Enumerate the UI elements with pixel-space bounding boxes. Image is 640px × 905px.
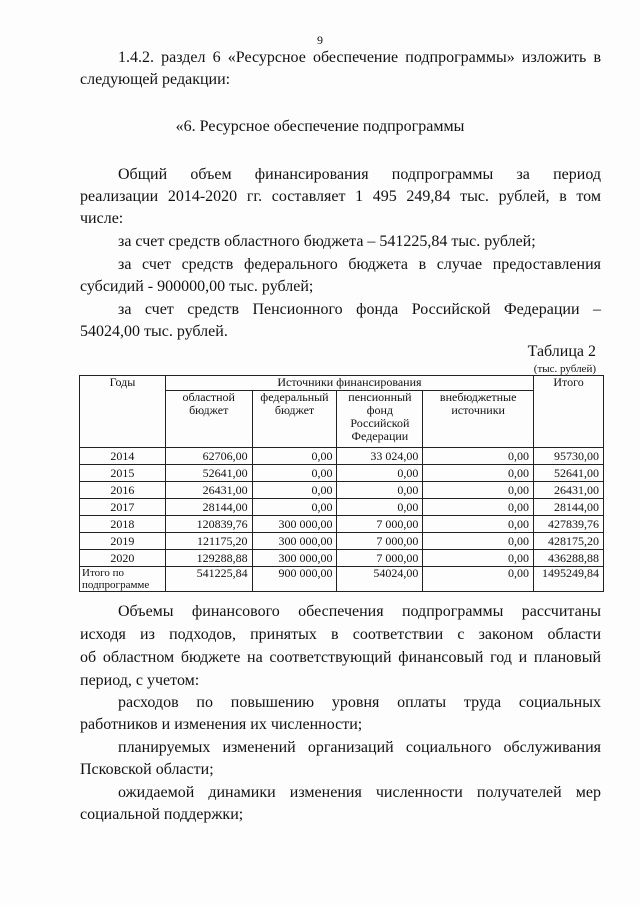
cell-federal: 0,00 bbox=[252, 482, 337, 499]
cell-pension: 0,00 bbox=[337, 465, 423, 482]
cell-total: 28144,00 bbox=[534, 499, 604, 516]
header-pension bbox=[337, 391, 423, 448]
cell-year: 2020 bbox=[80, 550, 166, 567]
cell-year: 2018 bbox=[80, 516, 166, 533]
cell-offbudget: 0,00 bbox=[423, 499, 534, 516]
cell-regional: 28144,00 bbox=[165, 499, 252, 516]
cell-total-label bbox=[80, 567, 166, 592]
pension-fund-line-1: за счет средств Пенсионного фонда Российской Федерации – bbox=[118, 301, 601, 318]
cell-regional: 120839,76 bbox=[165, 516, 252, 533]
cell-pension: 0,00 bbox=[337, 482, 423, 499]
page-number: 9 bbox=[317, 33, 323, 47]
cell-pension: 7 000,00 bbox=[337, 550, 423, 567]
cell-regional: 129288,88 bbox=[165, 550, 252, 567]
table-row bbox=[80, 550, 604, 567]
calc-paragraph-line-3: об областном бюджете на соответствующий финансовый год и плановый bbox=[80, 649, 601, 666]
cell-federal: 300 000,00 bbox=[252, 550, 337, 567]
header-pension-line-3: Российской bbox=[350, 416, 410, 430]
item-1-line-2: работников и изменения их численности; bbox=[80, 716, 363, 733]
cell-total: 428175,20 bbox=[534, 533, 604, 550]
cell-offbudget: 0,00 bbox=[423, 567, 534, 592]
header-federal-line-1: федеральный bbox=[260, 390, 329, 404]
cell-offbudget: 0,00 bbox=[423, 465, 534, 482]
table-header-row bbox=[80, 376, 604, 391]
table-row bbox=[80, 448, 604, 465]
cell-pension: 54024,00 bbox=[337, 567, 423, 592]
header-total: Итого bbox=[534, 376, 604, 448]
table-caption: Таблица 2 bbox=[527, 343, 596, 360]
table-row bbox=[80, 533, 604, 550]
pension-fund-line-2: 54024,00 тыс. рублей. bbox=[80, 323, 228, 340]
cell-offbudget: 0,00 bbox=[423, 533, 534, 550]
cell-offbudget: 0,00 bbox=[423, 550, 534, 567]
item-1-line-1: расходов по повышению уровня оплаты труда социальных bbox=[118, 694, 601, 711]
cell-regional: 62706,00 bbox=[165, 448, 252, 465]
calc-paragraph-line-1: Объемы финансового обеспечения подпрограммы рассчитаны bbox=[118, 603, 601, 620]
cell-year: 2016 bbox=[80, 482, 166, 499]
calc-paragraph-line-4: период, с учетом: bbox=[80, 672, 200, 689]
table-row bbox=[80, 516, 604, 533]
cell-total: 427839,76 bbox=[534, 516, 604, 533]
table-row bbox=[80, 499, 604, 516]
cell-year: 2017 bbox=[80, 499, 166, 516]
header-federal bbox=[252, 391, 337, 448]
cell-federal: 900 000,00 bbox=[252, 567, 337, 592]
cell-regional: 121175,20 bbox=[165, 533, 252, 550]
total-paragraph-line-1: Общий объем финансирования подпрограммы за период bbox=[118, 166, 601, 183]
cell-total: 26431,00 bbox=[534, 482, 604, 499]
cell-offbudget: 0,00 bbox=[423, 482, 534, 499]
header-offbudget bbox=[423, 391, 534, 448]
regional-budget-line: за счет средств областного бюджета – 541225,84 тыс. рублей; bbox=[118, 233, 536, 250]
cell-federal: 300 000,00 bbox=[252, 533, 337, 550]
table-row bbox=[80, 482, 604, 499]
table-row bbox=[80, 465, 604, 482]
cell-year: 2014 bbox=[80, 448, 166, 465]
cell-offbudget: 0,00 bbox=[423, 516, 534, 533]
federal-budget-line-1: за счет средств федерального бюджета в случае предоставления bbox=[118, 256, 601, 273]
cell-total: 1495249,84 bbox=[534, 567, 604, 592]
table-unit: (тыс. рублей) bbox=[533, 363, 596, 375]
total-label-line-2: подпрограмме bbox=[82, 579, 150, 591]
cell-pension: 7 000,00 bbox=[337, 516, 423, 533]
cell-year: 2019 bbox=[80, 533, 166, 550]
total-paragraph-line-3: числе: bbox=[80, 210, 124, 227]
header-offbudget-line-2: источники bbox=[451, 403, 505, 417]
item-3-line-2: социальной поддержки; bbox=[80, 806, 244, 823]
item-2-line-1: планируемых изменений организаций социального обслуживания bbox=[118, 739, 601, 756]
cell-regional: 52641,00 bbox=[165, 465, 252, 482]
cell-total: 436288,88 bbox=[534, 550, 604, 567]
header-regional bbox=[165, 391, 252, 448]
federal-budget-line-2: субсидий - 900000,00 тыс. рублей; bbox=[80, 278, 314, 295]
item-3-line-1: ожидаемой динамики изменения численности получателей мер bbox=[118, 784, 601, 801]
cell-year: 2015 bbox=[80, 465, 166, 482]
financing-table bbox=[79, 375, 604, 592]
cell-offbudget: 0,00 bbox=[423, 448, 534, 465]
header-pension-line-1: пенсионный bbox=[348, 390, 412, 404]
cell-pension: 33 024,00 bbox=[337, 448, 423, 465]
cell-federal: 0,00 bbox=[252, 499, 337, 516]
table-total-row bbox=[80, 567, 604, 592]
cell-pension: 7 000,00 bbox=[337, 533, 423, 550]
cell-total: 52641,00 bbox=[534, 465, 604, 482]
total-paragraph-line-2: реализации 2014-2020 гг. составляет 1 495 249,84 тыс. рублей, в том bbox=[80, 188, 601, 205]
item-2-line-2: Псковской области; bbox=[80, 761, 214, 778]
intro-line-2: следующей редакции: bbox=[80, 71, 231, 88]
header-regional-line-1: областной bbox=[182, 390, 235, 404]
header-federal-line-2: бюджет bbox=[274, 403, 315, 417]
cell-federal: 0,00 bbox=[252, 465, 337, 482]
header-pension-line-4: Федерации bbox=[351, 429, 409, 443]
header-regional-line-2: бюджет bbox=[189, 403, 229, 417]
cell-federal: 0,00 bbox=[252, 448, 337, 465]
header-years: Годы bbox=[80, 376, 166, 448]
cell-regional: 541225,84 bbox=[165, 567, 252, 592]
calc-paragraph-line-2: исходя из подходов, принятых в соответствии с законом области bbox=[80, 626, 601, 643]
header-pension-line-2: фонд bbox=[366, 403, 394, 417]
intro-line-1: 1.4.2. раздел 6 «Ресурсное обеспечение подпрограммы» изложить в bbox=[118, 49, 601, 66]
cell-total: 95730,00 bbox=[534, 448, 604, 465]
cell-regional: 26431,00 bbox=[165, 482, 252, 499]
header-sources: Источники финансирования bbox=[165, 376, 533, 391]
cell-pension: 0,00 bbox=[337, 499, 423, 516]
header-offbudget-line-1: внебюджетные bbox=[439, 390, 517, 404]
total-label-line-1: Итого по bbox=[82, 567, 124, 579]
section-title: «6. Ресурсное обеспечение подпрограммы bbox=[175, 118, 465, 135]
cell-federal: 300 000,00 bbox=[252, 516, 337, 533]
